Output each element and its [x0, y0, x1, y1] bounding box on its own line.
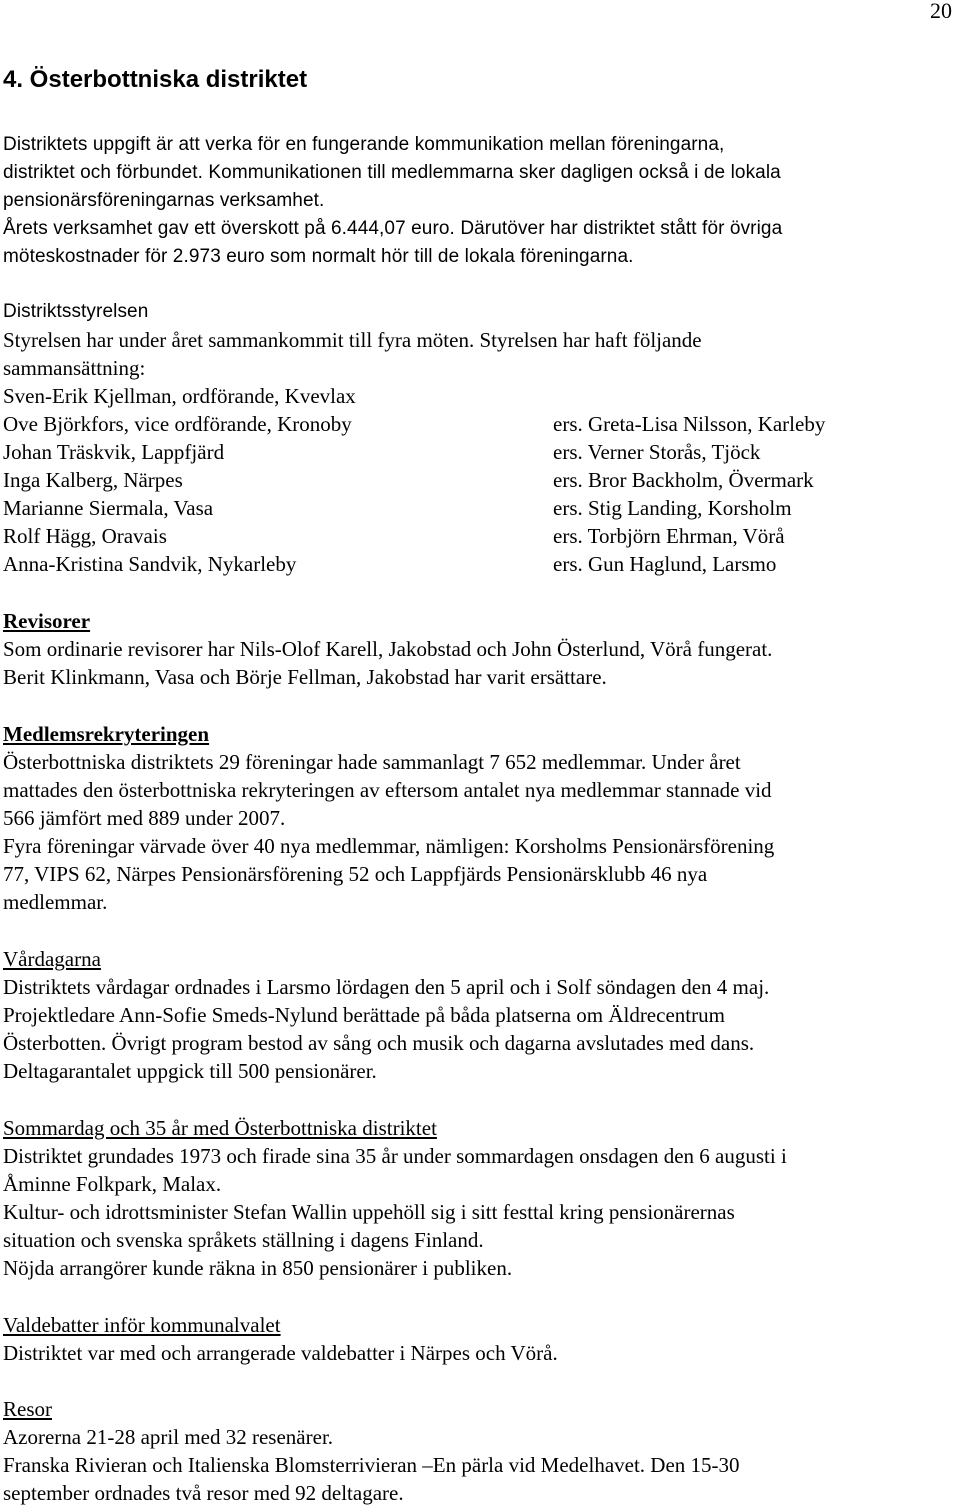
text-line: Deltagarantalet uppgick till 500 pensionärer.	[3, 1059, 377, 1083]
board-section	[3, 298, 958, 578]
board-member-row	[3, 410, 958, 438]
board-deputy: ers. Bror Backholm, Övermark	[553, 468, 814, 492]
text-line: Berit Klinkmann, Vasa och Börje Fellman, Jakobstad har varit ersättare.	[3, 665, 607, 689]
text-line: 566 jämfört med 889 under 2007.	[3, 806, 286, 830]
board-member-row	[3, 522, 958, 550]
text-line: sammansättning:	[3, 356, 146, 380]
debate-section	[3, 1311, 958, 1367]
board-member: Rolf Hägg, Oravais	[3, 524, 167, 548]
text-line: september ordnades två resor med 92 deltagare.	[3, 1481, 404, 1505]
board-member: Anna-Kristina Sandvik, Nykarleby	[3, 552, 297, 576]
text-line: Fyra föreningar värvade över 40 nya medlemmar, nämligen: Korsholms Pensionärsförening	[3, 834, 775, 858]
care-days-section	[3, 945, 958, 1085]
section-heading: Medlemsrekryteringen	[3, 722, 210, 746]
text-line: Projektledare Ann-Sofie Smeds-Nylund berättade på båda platserna om Äldrecentrum	[3, 1003, 725, 1027]
board-deputy: ers. Greta-Lisa Nilsson, Karleby	[553, 412, 826, 436]
section-heading: Revisorer	[3, 609, 91, 633]
text-line: Österbotten. Övrigt program bestod av sång och musik och dagarna avslutades med dans.	[3, 1031, 755, 1055]
section-heading: Sommardag och 35 år med Österbottniska distriktet	[3, 1116, 437, 1140]
text-line: Distriktet var med och arrangerade valdebatter i Närpes och Vörå.	[3, 1341, 558, 1365]
board-deputy: ers. Torbjörn Ehrman, Vörå	[553, 524, 785, 548]
board-deputy: ers. Verner Storås, Tjöck	[553, 440, 761, 464]
text-line: pensionärsföreningarnas verksamhet.	[3, 190, 325, 211]
text-line: Distriktets vårdagar ordnades i Larsmo lördagen den 5 april och i Solf söndagen den 4 maj.	[3, 975, 770, 999]
board-member: Inga Kalberg, Närpes	[3, 468, 183, 492]
text-line: Som ordinarie revisorer har Nils-Olof Karell, Jakobstad och John Österlund, Vörå fungerat.	[3, 637, 773, 661]
board-member-row	[3, 466, 958, 494]
summer-day-section	[3, 1114, 958, 1282]
board-member-row	[3, 494, 958, 522]
page-number: 20	[930, 0, 952, 23]
section-heading: Distriktsstyrelsen	[3, 301, 149, 322]
text-line: 77, VIPS 62, Närpes Pensionärsförening 52 och Lappfjärds Pensionärsklubb 46 nya	[3, 862, 708, 886]
board-deputy: ers. Stig Landing, Korsholm	[553, 496, 792, 520]
text-line: medlemmar.	[3, 890, 108, 914]
text-line: distriktet och förbundet. Kommunikationen till medlemmarna sker dagligen också i de lokala	[3, 162, 781, 183]
text-line: Franska Rivieran och Italienska Blomsterrivieran –En pärla vid Medelhavet. Den 15-30	[3, 1453, 740, 1477]
board-member: Marianne Siermala, Vasa	[3, 496, 214, 520]
recruitment-section	[3, 720, 958, 916]
trips-section	[3, 1395, 958, 1507]
board-chair: Sven-Erik Kjellman, ordförande, Kvevlax	[3, 384, 356, 408]
text-line: Nöjda arrangörer kunde räkna in 850 pensionärer i publiken.	[3, 1256, 513, 1280]
text-line: Årets verksamhet gav ett överskott på 6.444,07 euro. Därutöver har distriktet stått för övriga	[3, 218, 783, 239]
text-line: Distriktet grundades 1973 och firade sina 35 år under sommardagen onsdagen den 6 augusti i	[3, 1144, 787, 1168]
board-member-row	[3, 550, 958, 578]
text-line: mattades den österbottniska rekryteringen av eftersom antalet nya medlemmar stannade vid	[3, 778, 772, 802]
section-heading: Valdebatter inför kommunalvalet	[3, 1313, 281, 1337]
text-line: Distriktets uppgift är att verka för en fungerande kommunikation mellan föreningarna,	[3, 134, 725, 155]
section-heading: Resor	[3, 1397, 52, 1421]
text-line: Kultur- och idrottsminister Stefan Wallin uppehöll sig i sitt festtal kring pensionärernas	[3, 1200, 735, 1224]
intro-paragraph	[3, 131, 958, 271]
auditors-section	[3, 607, 958, 691]
text-line: situation och svenska språkets ställning i dagens Finland.	[3, 1228, 484, 1252]
text-line: Azorerna 21-28 april med 32 resenärer.	[3, 1425, 334, 1449]
text-line: Åminne Folkpark, Malax.	[3, 1172, 222, 1196]
text-line: Österbottniska distriktets 29 föreningar hade sammanlagt 7 652 medlemmar. Under året	[3, 750, 741, 774]
text-line: Styrelsen har under året sammankommit till fyra möten. Styrelsen har haft följande	[3, 328, 702, 352]
text-line: möteskostnader för 2.973 euro som normalt hör till de lokala föreningarna.	[3, 246, 634, 267]
page-title: 4. Österbottniska distriktet	[3, 66, 308, 93]
board-member: Ove Björkfors, vice ordförande, Kronoby	[3, 412, 352, 436]
section-heading: Vårdagarna	[3, 947, 101, 971]
board-member-row	[3, 438, 958, 466]
board-member: Johan Träskvik, Lappfjärd	[3, 440, 225, 464]
board-deputy: ers. Gun Haglund, Larsmo	[553, 552, 777, 576]
